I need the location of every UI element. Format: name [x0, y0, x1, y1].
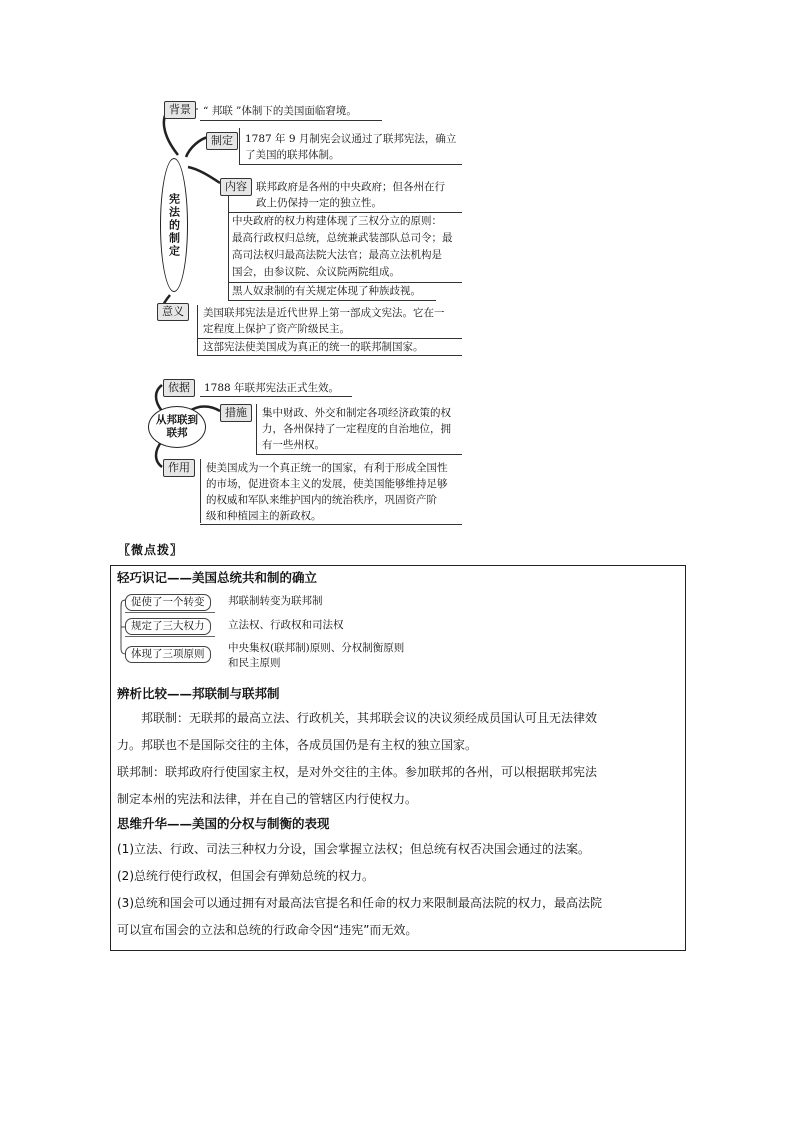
- tips-box: [110, 565, 686, 951]
- content-text-line: 最高行政权归总统，总统兼武装部队总司令；最: [232, 232, 453, 244]
- paragraph-line: 邦联制：无联邦的最高立法、行政机关，其邦联会议的决议须经成员国认可且无法律效: [141, 711, 598, 725]
- tag-content: 内容: [220, 178, 252, 196]
- significance-text-line: 定程度上保护了资产阶级民主。: [203, 323, 350, 335]
- divider: [197, 305, 198, 355]
- paragraph-line: 联邦制：联邦政府行使国家主权，是对外交往的主体。参加联邦的各州，可以根据联邦宪法: [117, 765, 598, 779]
- tips-label: 〖微点拨〗: [118, 543, 184, 557]
- divider: [256, 454, 462, 455]
- point-line: (3)总统和国会可以通过拥有对最高法官提名和任命的权力来限制最高法院的权力，最高法院: [117, 896, 603, 910]
- memory-item-text: 中央集权(联邦制)原则、分权制衡原则: [228, 642, 405, 654]
- content-text-line: 高司法权归最高法院大法官；最高立法机构是: [232, 249, 442, 261]
- divider: [125, 612, 215, 613]
- content-text-line: 联邦政府是各州的中央政府；但各州在行: [256, 181, 445, 193]
- measures-text-line: 有一些州权。: [262, 439, 325, 451]
- confederation-paragraph: [117, 705, 683, 759]
- divider: [239, 128, 240, 164]
- divider: [228, 300, 436, 301]
- memory-item-text: 立法权、行政权和司法权: [228, 619, 344, 631]
- point-line: 可以宣布国会的立法和总统的行政命令因“违宪”而无效。: [117, 923, 418, 937]
- diagram2-center-label: 从邦联到联邦: [156, 414, 198, 439]
- measures-text-line: 集中财政、外交和制定各项经济政策的权: [262, 407, 451, 419]
- divider: [239, 164, 462, 165]
- compare-title: 辨析比较——邦联制与联邦制: [117, 686, 280, 701]
- content-text-line: 中央政府的权力构建体现了三权分立的原则：: [232, 215, 442, 227]
- basis-text: 1788 年联邦宪法正式生效。: [204, 382, 340, 394]
- tag-measures: 措施: [220, 404, 252, 422]
- divider: [197, 355, 462, 356]
- effect-text-line: 的权威和军队来维护国内的统治秩序，巩固资产阶: [206, 494, 437, 506]
- federation-paragraph: [117, 759, 683, 813]
- diagram1-center-oval: [160, 158, 188, 292]
- divider: [256, 404, 257, 454]
- content-text-line: 黑人奴隶制的有关规定体现了种族歧视。: [232, 285, 421, 297]
- divider: [200, 459, 201, 523]
- content-text-line: 政上仍保持一定的独立性。: [256, 197, 382, 209]
- thinking-title: 思维升华——美国的分权与制衡的表现: [117, 816, 330, 831]
- measures-text-line: 力，各州保持了一定程度的自治地位，拥: [262, 423, 451, 435]
- divider: [200, 120, 382, 121]
- point-line: (2)总统行使行政权，但国会有弹劾总统的权力。: [117, 869, 374, 883]
- tag-drafting: 制定: [206, 132, 238, 150]
- drafting-text-line: 了美国的联邦体制。: [245, 149, 340, 161]
- points-list: [117, 836, 683, 944]
- diagram1-center-label: 宪法的制定: [167, 192, 181, 258]
- memory-item-text: 和民主原则: [228, 657, 281, 669]
- significance-text-line: 这部宪法使美国成为真正的统一的联邦制国家。: [203, 341, 424, 353]
- paragraph-line: 制定本州的宪法和法律，并在自己的管辖区内行使权力。: [117, 792, 418, 806]
- memory-item-text: 邦联制转变为联邦制: [228, 595, 323, 607]
- significance-text-line: 美国联邦宪法是近代世界上第一部成文宪法。它在一: [203, 307, 445, 319]
- diagram2-center-oval: [148, 406, 206, 448]
- tag-significance: 意义: [157, 303, 189, 321]
- drafting-text-line: 1787 年 9 月制宪会议通过了联邦宪法，确立: [245, 133, 457, 145]
- memory-item-label: 促使了一个转变: [125, 594, 211, 611]
- content-text-line: 国会，由参议院、众议院两院组成。: [232, 266, 400, 278]
- divider: [200, 396, 352, 397]
- point-line: (1)立法、行政、司法三种权力分设，国会掌握立法权；但总统有权否决国会通过的法案。: [117, 842, 591, 856]
- tag-effect: 作用: [163, 459, 195, 477]
- paragraph-line: 力。邦联也不是国际交往的主体，各成员国仍是有主权的独立国家。: [117, 738, 478, 752]
- memory-title: 轻巧识记——美国总统共和制的确立: [117, 570, 318, 585]
- memory-item-label: 体现了三项原则: [125, 646, 211, 663]
- effect-text-line: 使美国成为一个真正统一的国家，有利于形成全国性: [206, 462, 448, 474]
- tag-basis: 依据: [163, 379, 195, 397]
- memory-item-label: 规定了三大权力: [125, 618, 211, 635]
- effect-text-line: 级和种植园主的新政权。: [206, 510, 322, 522]
- divider: [200, 524, 462, 525]
- background-text: “ 邦联 ”体制下的美国面临窘境。: [203, 105, 357, 117]
- effect-text-line: 的市场，促进资本主义的发展，使美国能够维持足够: [206, 478, 448, 490]
- divider: [125, 636, 215, 637]
- tag-background: 背景: [164, 101, 196, 119]
